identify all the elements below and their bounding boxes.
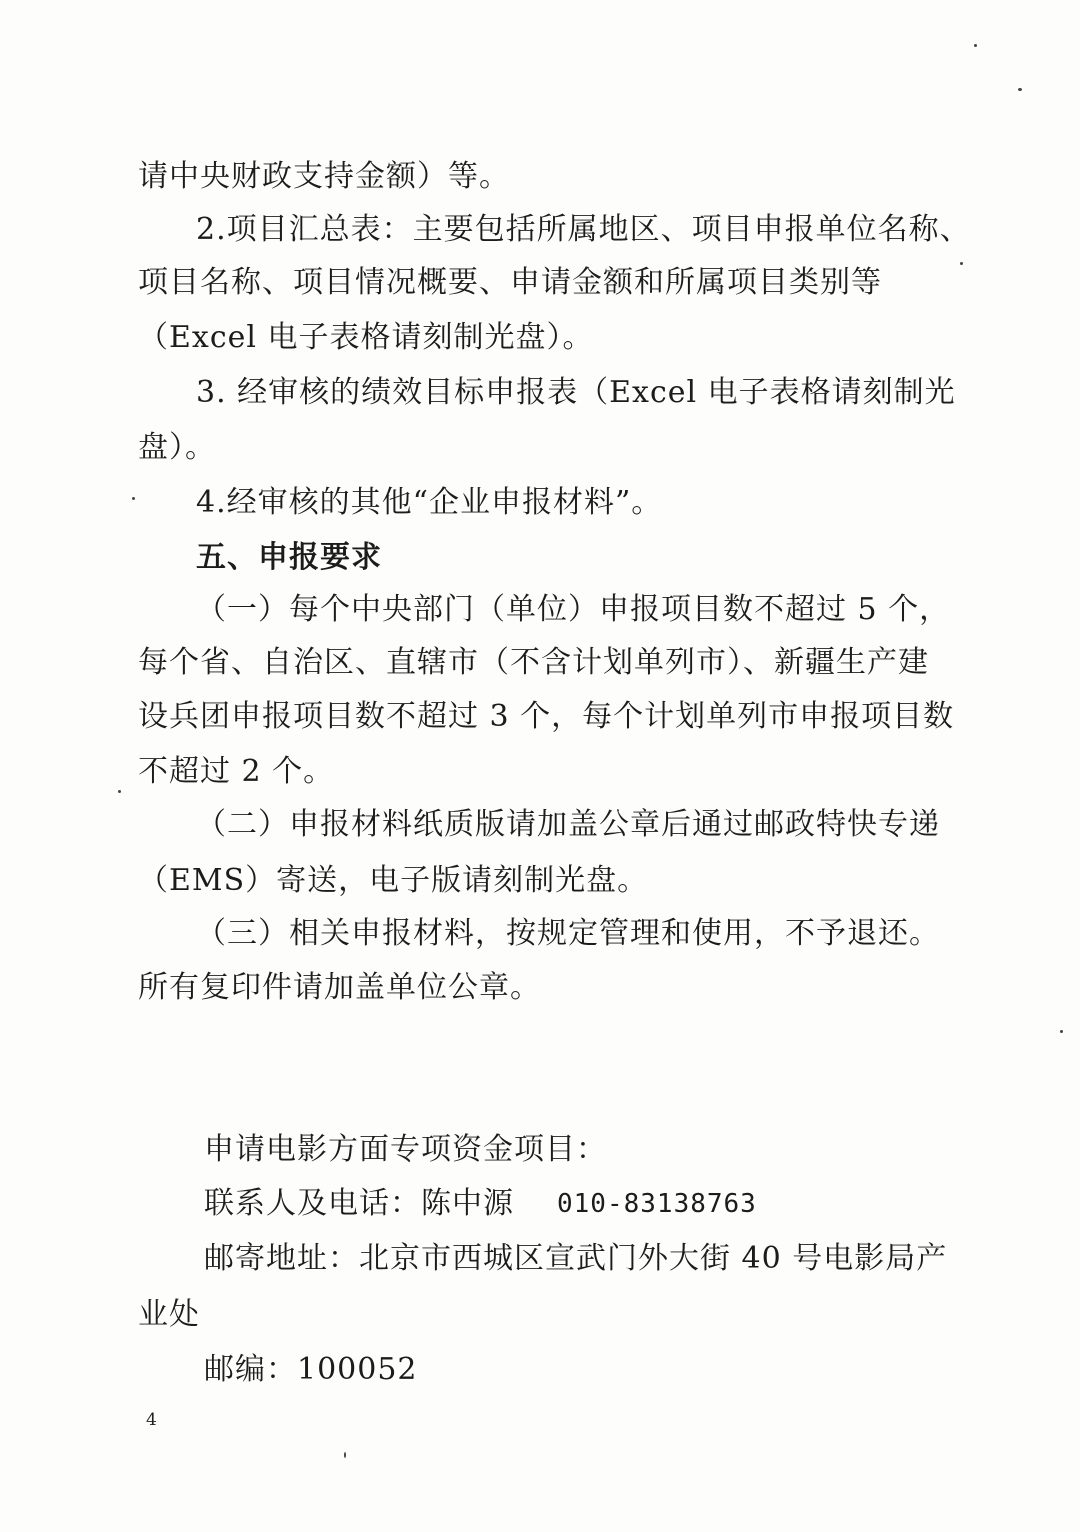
paragraph-line: 项目名称、项目情况概要、申请金额和所属项目类别等 — [138, 265, 882, 300]
paragraph-line: 3. 经审核的绩效目标申报表（Excel 电子表格请刻制光 — [196, 375, 956, 410]
page-number: 4 — [146, 1410, 157, 1430]
scan-speck — [1060, 1030, 1063, 1033]
contact-heading: 申请电影方面专项资金项目： — [204, 1132, 607, 1167]
paragraph-line: 请中央财政支持金额）等。 — [138, 159, 510, 194]
scan-speck — [974, 44, 977, 47]
paragraph-line: （一）每个中央部门（单位）申报项目数不超过 5 个， — [196, 592, 951, 627]
paragraph-line: （EMS）寄送，电子版请刻制光盘。 — [138, 863, 649, 898]
paragraph-line: （三）相关申报材料，按规定管理和使用，不予退还。 — [196, 916, 940, 951]
paragraph-line: 2.项目汇总表：主要包括所属地区、项目申报单位名称、 — [196, 212, 971, 247]
scan-speck — [132, 497, 135, 500]
section-heading: 五、申报要求 — [196, 540, 382, 575]
scan-speck — [1018, 88, 1022, 91]
paragraph-line: 所有复印件请加盖单位公章。 — [138, 970, 541, 1005]
scan-speck — [344, 1452, 346, 1458]
paragraph-line: 设兵团申报项目数不超过 3 个，每个计划单列市申报项目数 — [138, 699, 955, 734]
postcode: 邮编：100052 — [204, 1352, 418, 1387]
paragraph-line: 盘）。 — [138, 430, 216, 465]
paragraph-line: （二）申报材料纸质版请加盖公章后通过邮政特快专递 — [196, 807, 940, 842]
paragraph-line: （Excel 电子表格请刻制光盘）。 — [138, 320, 594, 355]
paragraph-line: 4.经审核的其他“企业申报材料”。 — [196, 485, 663, 520]
contact-phone: 010-83138763 — [557, 1189, 757, 1219]
paragraph-line: 不超过 2 个。 — [138, 754, 335, 789]
address-line: 邮寄地址：北京市西城区宣武门外大街 40 号电影局产 — [204, 1241, 948, 1276]
address-line: 业处 — [138, 1297, 200, 1332]
contact-person: 联系人及电话：陈中源 — [204, 1186, 514, 1221]
scan-speck — [118, 790, 121, 793]
scan-speck — [960, 262, 963, 265]
paragraph-line: 每个省、自治区、直辖市（不含计划单列市）、新疆生产建 — [138, 645, 929, 680]
